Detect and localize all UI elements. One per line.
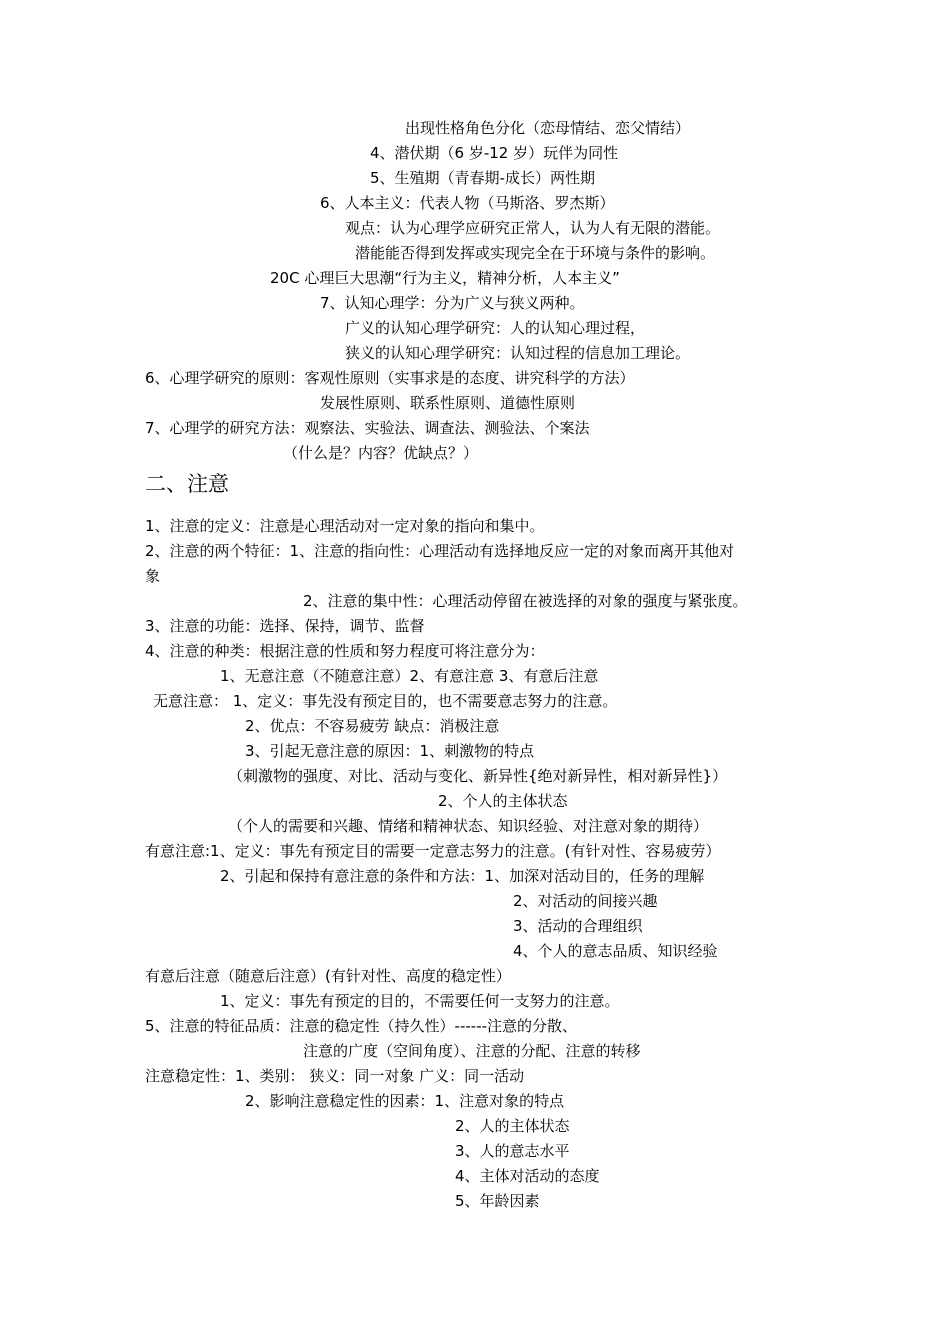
text-line: 4、注意的种类：根据注意的性质和努力程度可将注意分为：: [145, 642, 545, 660]
text-line: 1、定义：事先有预定的目的，不需要任何一支努力的注意。: [220, 992, 620, 1010]
text-line: 2、影响注意稳定性的因素：1、注意对象的特点: [245, 1092, 565, 1110]
text-line: 6、人本主义：代表人物（马斯洛、罗杰斯）: [320, 194, 615, 212]
text-line: 1、注意的定义：注意是心理活动对一定对象的指向和集中。: [145, 517, 545, 535]
text-line: 3、注意的功能：选择、保持，调节、监督: [145, 617, 425, 635]
text-line: （个人的需要和兴趣、情绪和精神状态、知识经验、对注意对象的期待）: [228, 817, 709, 835]
text-line: 1、无意注意（不随意注意）2、有意注意 3、有意后注意: [220, 667, 599, 685]
text-line: 注意的广度（空间角度）、注意的分配、注意的转移: [303, 1042, 641, 1060]
text-line: 5、年龄因素: [455, 1192, 540, 1210]
section-heading: 二、注意: [145, 472, 229, 496]
text-line: 出现性格角色分化（恋母情结、恋父情结）: [405, 119, 691, 137]
text-line: 2、对活动的间接兴趣: [513, 892, 658, 910]
text-line: 狭义的认知心理学研究：认知过程的信息加工理论。: [345, 344, 691, 362]
text-line: 注意稳定性：1、类别： 狭义：同一对象 广义：同一活动: [145, 1067, 525, 1085]
text-line: 7、心理学的研究方法：观察法、实验法、调查法、测验法、个案法: [145, 419, 590, 437]
text-line: 2、人的主体状态: [455, 1117, 570, 1135]
text-line: 无意注意： 1、定义：事先没有预定目的，也不需要意志努力的注意。: [153, 692, 618, 710]
text-line: 广义的认知心理学研究：人的认知心理过程，: [345, 319, 646, 337]
text-line: （刺激物的强度、对比、活动与变化、新异性{绝对新异性，相对新异性}）: [228, 767, 728, 785]
text-line: 2、个人的主体状态: [438, 792, 568, 810]
text-line: 4、个人的意志品质、知识经验: [513, 942, 718, 960]
text-line: 4、主体对活动的态度: [455, 1167, 600, 1185]
text-line: 发展性原则、联系性原则、道德性原则: [320, 394, 576, 412]
text-line: 2、引起和保持有意注意的条件和方法：1、加深对活动目的，任务的理解: [220, 867, 705, 885]
text-line: 7、认知心理学：分为广义与狭义两种。: [320, 294, 585, 312]
text-line: 5、注意的特征品质：注意的稳定性（持久性）------注意的分散、: [145, 1017, 578, 1035]
text-line: 2、注意的集中性：心理活动停留在被选择的对象的强度与紧张度。: [303, 592, 748, 610]
text-line: 观点：认为心理学应研究正常人，认为人有无限的潜能。: [345, 219, 721, 237]
text-line: （什么是？内容？优缺点？）: [283, 444, 479, 462]
text-line: 2、优点：不容易疲劳 缺点：消极注意: [245, 717, 500, 735]
text-line: 3、人的意志水平: [455, 1142, 570, 1160]
text-line: 潜能能否得到发挥或实现完全在于环境与条件的影响。: [355, 244, 716, 262]
text-line: 6、心理学研究的原则：客观性原则（实事求是的态度、讲究科学的方法）: [145, 369, 635, 387]
text-line: 4、潜伏期（6 岁-12 岁）玩伴为同性: [370, 144, 619, 162]
text-line: 3、活动的合理组织: [513, 917, 643, 935]
text-line: 20C 心理巨大思潮“行为主义，精神分析，人本主义”: [270, 269, 620, 287]
text-line: 5、生殖期（青春期-成长）两性期: [370, 169, 595, 187]
text-line: 2、注意的两个特征：1、注意的指向性：心理活动有选择地反应一定的对象而离开其他对: [145, 542, 735, 560]
text-line: 象: [145, 567, 161, 585]
text-line: 3、引起无意注意的原因：1、刺激物的特点: [245, 742, 535, 760]
text-line: 有意注意:1、定义：事先有预定目的需要一定意志努力的注意。(有针对性、容易疲劳）: [145, 842, 721, 860]
text-line: 有意后注意（随意后注意）(有针对性、高度的稳定性）: [145, 967, 511, 985]
